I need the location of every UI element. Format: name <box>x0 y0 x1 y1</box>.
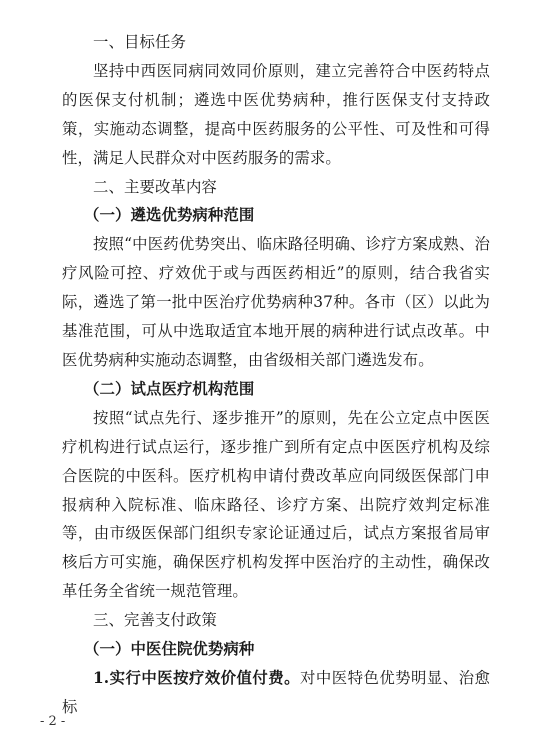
subheading-disease-scope: （一）遴选优势病种范围 <box>84 206 255 225</box>
paragraph-goals: 坚持中西医同病同效同价原则，建立完善符合中医药特点的医保支付机制；遴选中医优势病种，推行医保支付支持政策，实施动态调整，提高中医药服务的公平性、可及性和可得性，满足人民群众对中医药服务的需求。 <box>62 61 490 167</box>
section-heading-payment: 三、完善支付政策 <box>93 611 217 630</box>
subheading-institution-scope: （二）试点医疗机构范围 <box>84 379 255 398</box>
item-text: 对中医特色优势明显、治愈标 <box>62 668 491 716</box>
subheading-inpatient: （一）中医住院优势病种 <box>84 640 255 659</box>
section-heading-reform: 二、主要改革内容 <box>93 177 217 196</box>
item-lead: 1.实行中医按疗效价值付费。 <box>93 668 301 687</box>
page-number: - 2 - <box>40 714 66 729</box>
paragraph-institution-scope: 按照“试点先行、逐步推开”的原则，先在公立定点中医医疗机构进行试点运行，逐步推广到所有定点中医医疗机构及综合医院的中医科。医疗机构申请付费改革应向同级医保部门申报病种入院标准、临床路径、诊疗方案、出院疗效判定标准等，由市级医保部门组织专家论证通过后，试点方案报省局审核后方可实施，确保医疗机构发挥中医治疗的主动性，确保改革任务全省统一规范管理。 <box>62 408 490 601</box>
section-heading-goals: 一、目标任务 <box>93 33 186 51</box>
paragraph-disease-scope: 按照“中医药优势突出、临床路径明确、诊疗方案成熟、治疗风险可控、疗效优于或与西医药相近”的原则，结合我省实际，遴选了第一批中医治疗优势病种37种。各市（区）以此为基准范围，可从中选取适宜本地开展的病种进行试点改革。中医优势病种实施动态调整，由省级相关部门遴选发布。 <box>62 235 490 369</box>
paragraph-value-payment <box>62 664 490 722</box>
document-body <box>62 28 490 722</box>
